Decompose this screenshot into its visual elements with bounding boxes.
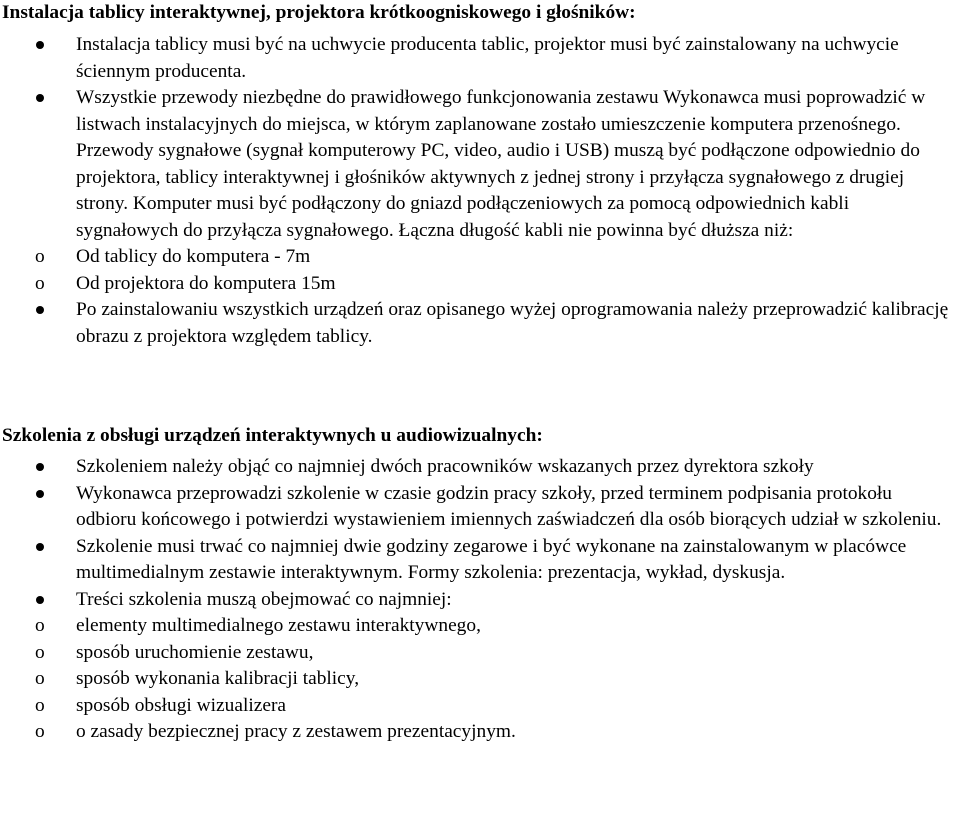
list-item-text: Po zainstalowaniu wszystkich urządzeń oraz opisanego wyżej oprogramowania należy przeprowadzić kalibrację obrazu z projektora względem tablicy. bbox=[76, 299, 949, 347]
sublist-item bbox=[0, 640, 954, 667]
list-item bbox=[0, 454, 960, 481]
sub-bullet-marker: o bbox=[35, 246, 45, 267]
sub-bullet-marker: o bbox=[35, 272, 45, 294]
bullet-icon bbox=[36, 596, 44, 604]
sublist-item-text: sposób uruchomienie zestawu, bbox=[76, 641, 314, 663]
training-list bbox=[0, 454, 960, 746]
sub-bullet-marker: o bbox=[35, 668, 45, 689]
list-item-text: Treści szkolenia muszą obejmować co najmniej: bbox=[76, 588, 452, 610]
list-item bbox=[0, 85, 960, 297]
sub-bullet-marker: o bbox=[35, 694, 45, 716]
section-heading-training: Szkolenia z obsługi urządzeń interaktywnych u audiowizualnych: bbox=[2, 425, 543, 446]
sub-bullet-marker: o bbox=[35, 641, 45, 663]
list-item-text: Szkolenie musi trwać co najmniej dwie godziny zegarowe i być wykonane na zainstalowanym w placówce multimedialnym zestawie interaktywnym. Formy szkolenia: prezentacja, wykład, dyskusja. bbox=[76, 535, 907, 583]
list-item-text: Wszystkie przewody niezbędne do prawidłowego funkcjonowania zestawu Wykonawca musi poprowadzić w listwach instalacyjnych do miejsca, w którym zaplanowane zostało umieszczenie komputera przenośnego. Przewody sygnałowe (sygnał komputerowy PC, video, audio i USB) muszą być podłączone odpowiednio do projektora, tablicy interaktywnej i głośników aktywnych z jednej strony i przyłącza sygnałowego z drugiej strony. Komputer musi być podłączony do gniazd podłączeniowych za pomocą odpowiednich kabli sygnałowych do przyłącza sygnałowego. Łączna długość kabli nie powinna być dłuższa niż: bbox=[76, 87, 926, 241]
sublist-item-text: o zasady bezpiecznej pracy z zestawem prezentacyjnym. bbox=[76, 721, 516, 742]
list-item bbox=[0, 297, 960, 350]
bullet-icon bbox=[36, 41, 44, 49]
list-item-text: Wykonawca przeprowadzi szkolenie w czasie godzin pracy szkoły, przed terminem podpisania protokołu odbioru końcowego i potwierdzi wystawieniem imiennych zaświadczeń dla osób biorących udział w szkoleniu. bbox=[76, 482, 942, 530]
bullet-icon bbox=[36, 306, 44, 314]
sublist-item-text: sposób wykonania kalibracji tablicy, bbox=[76, 668, 360, 689]
bullet-icon bbox=[36, 94, 44, 102]
sublist-item bbox=[0, 693, 954, 720]
list-item bbox=[0, 32, 960, 85]
sublist-item bbox=[0, 613, 954, 640]
list-item-text: Szkoleniem należy objąć co najmniej dwóch pracowników wskazanych przez dyrektora szkoły bbox=[76, 456, 814, 477]
sub-bullet-marker: o bbox=[35, 615, 45, 636]
sublist-item-text: elementy multimedialnego zestawu interaktywnego, bbox=[76, 615, 481, 636]
installation-list bbox=[0, 32, 960, 350]
sublist-item bbox=[0, 271, 954, 298]
cable-length-sublist bbox=[0, 244, 954, 297]
sublist-item bbox=[0, 719, 954, 746]
training-topics-sublist bbox=[0, 613, 954, 746]
sublist-item-text: sposób obsługi wizualizera bbox=[76, 694, 287, 716]
sub-bullet-marker: o bbox=[35, 721, 45, 742]
sublist-item bbox=[0, 666, 954, 693]
bullet-icon bbox=[36, 543, 44, 551]
sublist-item bbox=[0, 244, 954, 271]
sublist-item-text: Od tablicy do komputera - 7m bbox=[76, 246, 311, 267]
section-heading-installation: Instalacja tablicy interaktywnej, projektora krótkoogniskowego i głośników: bbox=[2, 2, 636, 23]
list-item-text: Instalacja tablicy musi być na uchwycie producenta tablic, projektor musi być zainstalowany na uchwycie ściennym producenta. bbox=[76, 34, 899, 82]
list-item bbox=[0, 481, 960, 534]
list-item bbox=[0, 587, 960, 746]
bullet-icon bbox=[36, 490, 44, 498]
sublist-item-text: Od projektora do komputera 15m bbox=[76, 272, 336, 294]
bullet-icon bbox=[36, 463, 44, 471]
list-item bbox=[0, 534, 960, 587]
